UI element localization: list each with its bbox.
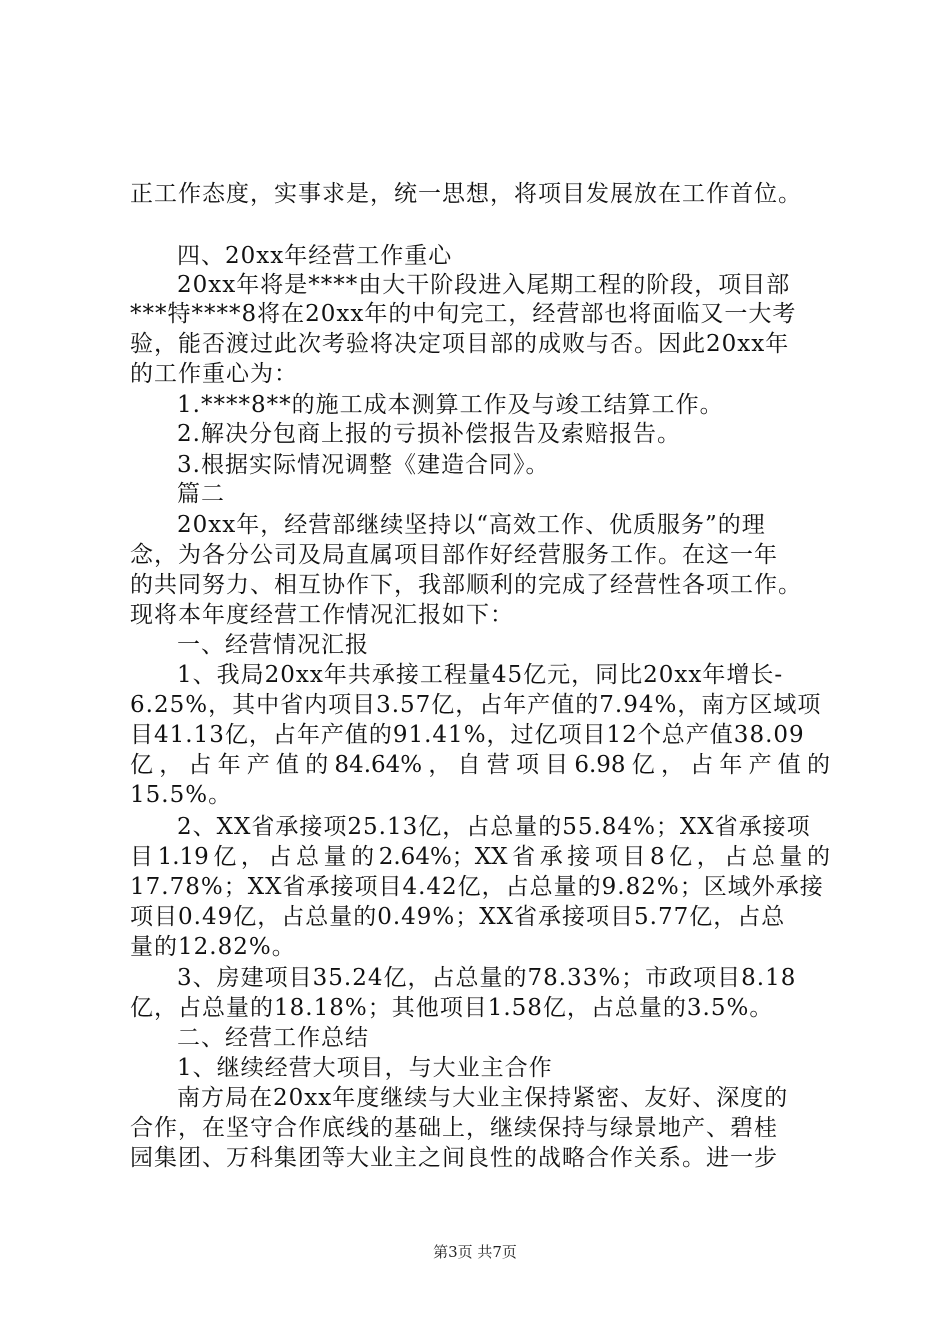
text-line-21: 2、XX省承接项25.13亿，占总量的55.84%；XX省承接项 (177, 814, 811, 840)
text-line-18: 目41.13亿，占年产值的91.41%，过亿项目12个总产值38.09 (130, 722, 805, 748)
text-line-27: 亿，占总量的18.18%；其他项目1.58亿，占总量的3.5%。 (130, 995, 774, 1021)
text-line-32: 园集团、万科集团等大业主之间良性的战略合作关系。进一步 (130, 1145, 778, 1171)
text-line-6: 的工作重心为： (130, 361, 298, 387)
text-line-20: 15.5%。 (130, 782, 233, 808)
text-line-17: 6.25%，其中省内项目3.57亿，占年产值的7.94%，南方区域项 (130, 692, 822, 718)
text-line-22: 目1.19亿，占总量的2.64%；XX省承接项目8亿，占总量的 (130, 844, 830, 870)
text-line-30: 南方局在20xx年度继续与大业主保持紧密、友好、深度的 (177, 1085, 789, 1111)
text-line-11: 20xx年，经营部继续坚持以“高效工作、优质服务”的理 (177, 512, 766, 538)
text-line-16: 1、我局20xx年共承接工程量45亿元，同比20xx年增长- (177, 662, 784, 688)
list-item-1: 1.****8**的施工成本测算工作及与竣工结算工作。 (177, 392, 724, 418)
text-line-3: 20xx年将是****由大干阶段进入尾期工程的阶段，项目部 (177, 272, 791, 298)
list-item-2: 2.解决分包商上报的亏损补偿报告及索赔报告。 (177, 421, 681, 447)
list-item-3: 3.根据实际情况调整《建造合同》。 (177, 452, 550, 478)
section-heading-4: 四、20xx年经营工作重心 (177, 243, 453, 269)
subsection-heading-1: 1、继续经营大项目，与大业主合作 (177, 1055, 553, 1081)
text-line-26: 3、房建项目35.24亿，占总量的78.33%；市政项目8.18 (177, 965, 797, 991)
section-heading-2: 二、经营工作总结 (177, 1025, 369, 1051)
page-footer: 第3页 共7页 (433, 1243, 517, 1261)
text-line-14: 现将本年度经营工作情况汇报如下： (130, 602, 514, 628)
text-line-23: 17.78%；XX省承接项目4.42亿，占总量的9.82%；区域外承接 (130, 874, 824, 900)
chapter-heading: 篇二 (177, 481, 225, 507)
text-line-19: 亿，占年产值的84.64%，自营项目6.98亿，占年产值的 (130, 752, 830, 778)
text-line-5: 验，能否渡过此次考验将决定项目部的成败与否。因此20xx年 (130, 331, 790, 357)
section-heading-1: 一、经营情况汇报 (177, 632, 369, 658)
text-line-24: 项目0.49亿，占总量的0.49%；XX省承接项目5.77亿，占总 (130, 904, 786, 930)
text-line-13: 的共同努力、相互协作下，我部顺利的完成了经营性各项工作。 (130, 572, 802, 598)
text-line-1: 正工作态度，实事求是，统一思想，将项目发展放在工作首位。 (130, 181, 802, 207)
text-line-25: 量的12.82%。 (130, 934, 296, 960)
text-line-12: 念，为各分公司及局直属项目部作好经营服务工作。在这一年 (130, 542, 778, 568)
text-line-4: ***特****8将在20xx年的中旬完工，经营部也将面临又一大考 (130, 301, 797, 327)
text-line-31: 合作，在坚守合作底线的基础上，继续保持与绿景地产、碧桂 (130, 1115, 778, 1141)
